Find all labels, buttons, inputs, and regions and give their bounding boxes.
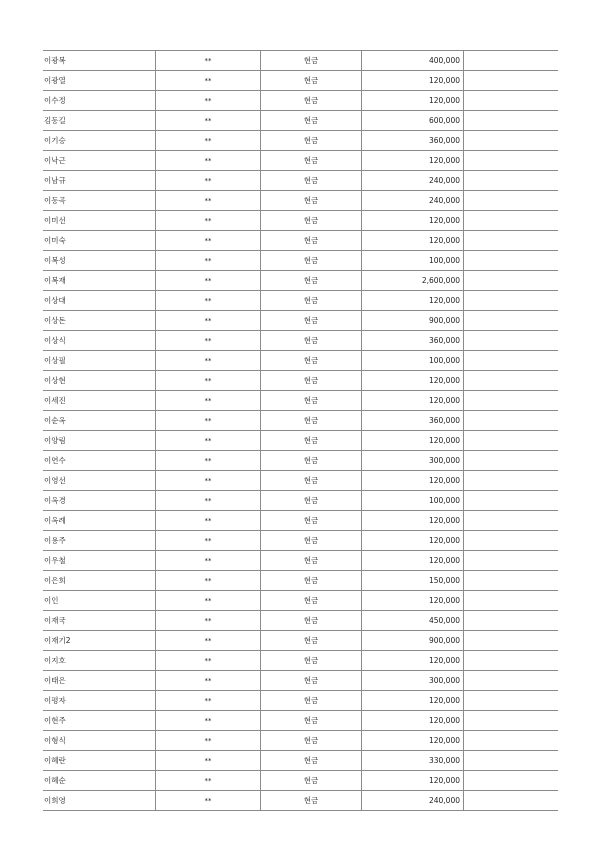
- note-cell: [464, 131, 559, 151]
- donor-name-cell: 이남규: [43, 171, 156, 191]
- table-row: [43, 591, 558, 611]
- note-cell: [464, 331, 559, 351]
- table-row: [43, 91, 558, 111]
- donor-name-cell: 이연수: [43, 451, 156, 471]
- amount-cell: 360,000: [362, 411, 464, 431]
- table-row: [43, 211, 558, 231]
- table-row: [43, 411, 558, 431]
- donor-name-cell: 이상돈: [43, 311, 156, 331]
- payment-method-cell: 현금: [261, 751, 362, 771]
- masked-id-cell: **: [156, 791, 261, 811]
- donor-name-cell: 이상필: [43, 351, 156, 371]
- donation-table: [43, 50, 558, 811]
- masked-id-cell: **: [156, 151, 261, 171]
- table-row: [43, 711, 558, 731]
- amount-cell: 120,000: [362, 231, 464, 251]
- note-cell: [464, 711, 559, 731]
- table-row: [43, 771, 558, 791]
- donor-name-cell: 이형식: [43, 731, 156, 751]
- payment-method-cell: 현금: [261, 291, 362, 311]
- amount-cell: 120,000: [362, 531, 464, 551]
- masked-id-cell: **: [156, 351, 261, 371]
- payment-method-cell: 현금: [261, 611, 362, 631]
- donor-name-cell: 이태은: [43, 671, 156, 691]
- amount-cell: 120,000: [362, 91, 464, 111]
- payment-method-cell: 현금: [261, 251, 362, 271]
- donor-name-cell: 이기승: [43, 131, 156, 151]
- table-row: [43, 71, 558, 91]
- note-cell: [464, 531, 559, 551]
- masked-id-cell: **: [156, 111, 261, 131]
- donor-name-cell: 이평자: [43, 691, 156, 711]
- table-row: [43, 351, 558, 371]
- masked-id-cell: **: [156, 171, 261, 191]
- payment-method-cell: 현금: [261, 331, 362, 351]
- payment-method-cell: 현금: [261, 431, 362, 451]
- amount-cell: 120,000: [362, 151, 464, 171]
- masked-id-cell: **: [156, 471, 261, 491]
- table-row: [43, 751, 558, 771]
- donor-name-cell: 이낙근: [43, 151, 156, 171]
- note-cell: [464, 111, 559, 131]
- note-cell: [464, 251, 559, 271]
- donor-name-cell: 이영선: [43, 471, 156, 491]
- masked-id-cell: **: [156, 371, 261, 391]
- amount-cell: 240,000: [362, 191, 464, 211]
- table-row: [43, 631, 558, 651]
- table-row: [43, 251, 558, 271]
- payment-method-cell: 현금: [261, 351, 362, 371]
- table-body: [43, 51, 558, 811]
- payment-method-cell: 현금: [261, 511, 362, 531]
- masked-id-cell: **: [156, 751, 261, 771]
- payment-method-cell: 현금: [261, 651, 362, 671]
- masked-id-cell: **: [156, 691, 261, 711]
- amount-cell: 120,000: [362, 471, 464, 491]
- amount-cell: 450,000: [362, 611, 464, 631]
- donor-name-cell: 이세진: [43, 391, 156, 411]
- amount-cell: 120,000: [362, 291, 464, 311]
- donor-name-cell: 이지호: [43, 651, 156, 671]
- masked-id-cell: **: [156, 631, 261, 651]
- donor-name-cell: 이상현: [43, 371, 156, 391]
- donor-name-cell: 이양림: [43, 431, 156, 451]
- table-row: [43, 371, 558, 391]
- table-row: [43, 171, 558, 191]
- donor-name-cell: 김동길: [43, 111, 156, 131]
- donor-name-cell: 이은희: [43, 571, 156, 591]
- table-row: [43, 571, 558, 591]
- note-cell: [464, 651, 559, 671]
- table-row: [43, 691, 558, 711]
- donor-name-cell: 이수정: [43, 91, 156, 111]
- payment-method-cell: 현금: [261, 791, 362, 811]
- payment-method-cell: 현금: [261, 391, 362, 411]
- note-cell: [464, 631, 559, 651]
- payment-method-cell: 현금: [261, 691, 362, 711]
- masked-id-cell: **: [156, 731, 261, 751]
- masked-id-cell: **: [156, 771, 261, 791]
- amount-cell: 120,000: [362, 731, 464, 751]
- masked-id-cell: **: [156, 451, 261, 471]
- note-cell: [464, 411, 559, 431]
- donor-name-cell: 이인: [43, 591, 156, 611]
- masked-id-cell: **: [156, 551, 261, 571]
- donor-name-cell: 이현주: [43, 711, 156, 731]
- donor-name-cell: 이복재: [43, 271, 156, 291]
- table-row: [43, 511, 558, 531]
- payment-method-cell: 현금: [261, 131, 362, 151]
- table-row: [43, 531, 558, 551]
- amount-cell: 120,000: [362, 371, 464, 391]
- masked-id-cell: **: [156, 311, 261, 331]
- table-row: [43, 671, 558, 691]
- table-row: [43, 611, 558, 631]
- donor-name-cell: 이미선: [43, 211, 156, 231]
- payment-method-cell: 현금: [261, 551, 362, 571]
- table-row: [43, 191, 558, 211]
- donor-name-cell: 이옥경: [43, 491, 156, 511]
- note-cell: [464, 371, 559, 391]
- donor-name-cell: 이미숙: [43, 231, 156, 251]
- note-cell: [464, 511, 559, 531]
- note-cell: [464, 751, 559, 771]
- note-cell: [464, 571, 559, 591]
- table-row: [43, 391, 558, 411]
- amount-cell: 360,000: [362, 131, 464, 151]
- table-row: [43, 731, 558, 751]
- donor-name-cell: 이옥례: [43, 511, 156, 531]
- masked-id-cell: **: [156, 391, 261, 411]
- donor-name-cell: 이재국: [43, 611, 156, 631]
- payment-method-cell: 현금: [261, 191, 362, 211]
- note-cell: [464, 771, 559, 791]
- payment-method-cell: 현금: [261, 111, 362, 131]
- table-row: [43, 311, 558, 331]
- payment-method-cell: 현금: [261, 571, 362, 591]
- note-cell: [464, 171, 559, 191]
- table-row: [43, 51, 558, 71]
- table-row: [43, 551, 558, 571]
- masked-id-cell: **: [156, 291, 261, 311]
- note-cell: [464, 311, 559, 331]
- masked-id-cell: **: [156, 91, 261, 111]
- table-row: [43, 451, 558, 471]
- masked-id-cell: **: [156, 251, 261, 271]
- note-cell: [464, 551, 559, 571]
- note-cell: [464, 351, 559, 371]
- note-cell: [464, 91, 559, 111]
- note-cell: [464, 471, 559, 491]
- donor-name-cell: 이재기2: [43, 631, 156, 651]
- amount-cell: 120,000: [362, 651, 464, 671]
- donor-name-cell: 이광복: [43, 51, 156, 71]
- masked-id-cell: **: [156, 331, 261, 351]
- masked-id-cell: **: [156, 431, 261, 451]
- masked-id-cell: **: [156, 71, 261, 91]
- amount-cell: 900,000: [362, 311, 464, 331]
- amount-cell: 330,000: [362, 751, 464, 771]
- payment-method-cell: 현금: [261, 631, 362, 651]
- table-row: [43, 431, 558, 451]
- note-cell: [464, 431, 559, 451]
- amount-cell: 360,000: [362, 331, 464, 351]
- donor-name-cell: 이복성: [43, 251, 156, 271]
- amount-cell: 240,000: [362, 171, 464, 191]
- payment-method-cell: 현금: [261, 211, 362, 231]
- payment-method-cell: 현금: [261, 71, 362, 91]
- note-cell: [464, 451, 559, 471]
- masked-id-cell: **: [156, 511, 261, 531]
- masked-id-cell: **: [156, 271, 261, 291]
- masked-id-cell: **: [156, 651, 261, 671]
- table-row: [43, 491, 558, 511]
- payment-method-cell: 현금: [261, 411, 362, 431]
- donor-name-cell: 이혜란: [43, 751, 156, 771]
- payment-method-cell: 현금: [261, 731, 362, 751]
- amount-cell: 120,000: [362, 591, 464, 611]
- note-cell: [464, 591, 559, 611]
- amount-cell: 240,000: [362, 791, 464, 811]
- payment-method-cell: 현금: [261, 151, 362, 171]
- table-row: [43, 651, 558, 671]
- note-cell: [464, 731, 559, 751]
- payment-method-cell: 현금: [261, 171, 362, 191]
- amount-cell: 100,000: [362, 491, 464, 511]
- donor-name-cell: 이광열: [43, 71, 156, 91]
- donor-name-cell: 이희영: [43, 791, 156, 811]
- masked-id-cell: **: [156, 491, 261, 511]
- masked-id-cell: **: [156, 571, 261, 591]
- amount-cell: 120,000: [362, 391, 464, 411]
- note-cell: [464, 391, 559, 411]
- donor-name-cell: 이동곡: [43, 191, 156, 211]
- note-cell: [464, 271, 559, 291]
- note-cell: [464, 291, 559, 311]
- amount-cell: 120,000: [362, 211, 464, 231]
- amount-cell: 120,000: [362, 771, 464, 791]
- table-row: [43, 791, 558, 811]
- donor-name-cell: 이우철: [43, 551, 156, 571]
- amount-cell: 120,000: [362, 511, 464, 531]
- masked-id-cell: **: [156, 131, 261, 151]
- masked-id-cell: **: [156, 711, 261, 731]
- donor-name-cell: 이혜순: [43, 771, 156, 791]
- donor-name-cell: 이순옥: [43, 411, 156, 431]
- payment-method-cell: 현금: [261, 371, 362, 391]
- note-cell: [464, 191, 559, 211]
- masked-id-cell: **: [156, 411, 261, 431]
- table-row: [43, 231, 558, 251]
- table-row: [43, 111, 558, 131]
- masked-id-cell: **: [156, 211, 261, 231]
- payment-method-cell: 현금: [261, 711, 362, 731]
- table-row: [43, 291, 558, 311]
- amount-cell: 150,000: [362, 571, 464, 591]
- masked-id-cell: **: [156, 51, 261, 71]
- amount-cell: 300,000: [362, 671, 464, 691]
- masked-id-cell: **: [156, 591, 261, 611]
- amount-cell: 120,000: [362, 711, 464, 731]
- payment-method-cell: 현금: [261, 771, 362, 791]
- amount-cell: 100,000: [362, 251, 464, 271]
- payment-method-cell: 현금: [261, 91, 362, 111]
- amount-cell: 120,000: [362, 431, 464, 451]
- table-row: [43, 331, 558, 351]
- payment-method-cell: 현금: [261, 311, 362, 331]
- masked-id-cell: **: [156, 611, 261, 631]
- amount-cell: 300,000: [362, 451, 464, 471]
- note-cell: [464, 231, 559, 251]
- donor-name-cell: 이용주: [43, 531, 156, 551]
- amount-cell: 120,000: [362, 691, 464, 711]
- table-row: [43, 271, 558, 291]
- table-row: [43, 151, 558, 171]
- amount-cell: 100,000: [362, 351, 464, 371]
- amount-cell: 120,000: [362, 71, 464, 91]
- payment-method-cell: 현금: [261, 471, 362, 491]
- payment-method-cell: 현금: [261, 671, 362, 691]
- table-row: [43, 131, 558, 151]
- masked-id-cell: **: [156, 531, 261, 551]
- note-cell: [464, 151, 559, 171]
- note-cell: [464, 51, 559, 71]
- payment-method-cell: 현금: [261, 451, 362, 471]
- amount-cell: 400,000: [362, 51, 464, 71]
- note-cell: [464, 211, 559, 231]
- note-cell: [464, 71, 559, 91]
- amount-cell: 2,600,000: [362, 271, 464, 291]
- amount-cell: 900,000: [362, 631, 464, 651]
- table-row: [43, 471, 558, 491]
- payment-method-cell: 현금: [261, 231, 362, 251]
- amount-cell: 600,000: [362, 111, 464, 131]
- note-cell: [464, 691, 559, 711]
- donor-name-cell: 이상식: [43, 331, 156, 351]
- note-cell: [464, 611, 559, 631]
- payment-method-cell: 현금: [261, 271, 362, 291]
- masked-id-cell: **: [156, 671, 261, 691]
- payment-method-cell: 현금: [261, 591, 362, 611]
- masked-id-cell: **: [156, 191, 261, 211]
- note-cell: [464, 671, 559, 691]
- masked-id-cell: **: [156, 231, 261, 251]
- amount-cell: 120,000: [362, 551, 464, 571]
- note-cell: [464, 491, 559, 511]
- donor-name-cell: 이상대: [43, 291, 156, 311]
- payment-method-cell: 현금: [261, 531, 362, 551]
- payment-method-cell: 현금: [261, 491, 362, 511]
- note-cell: [464, 791, 559, 811]
- payment-method-cell: 현금: [261, 51, 362, 71]
